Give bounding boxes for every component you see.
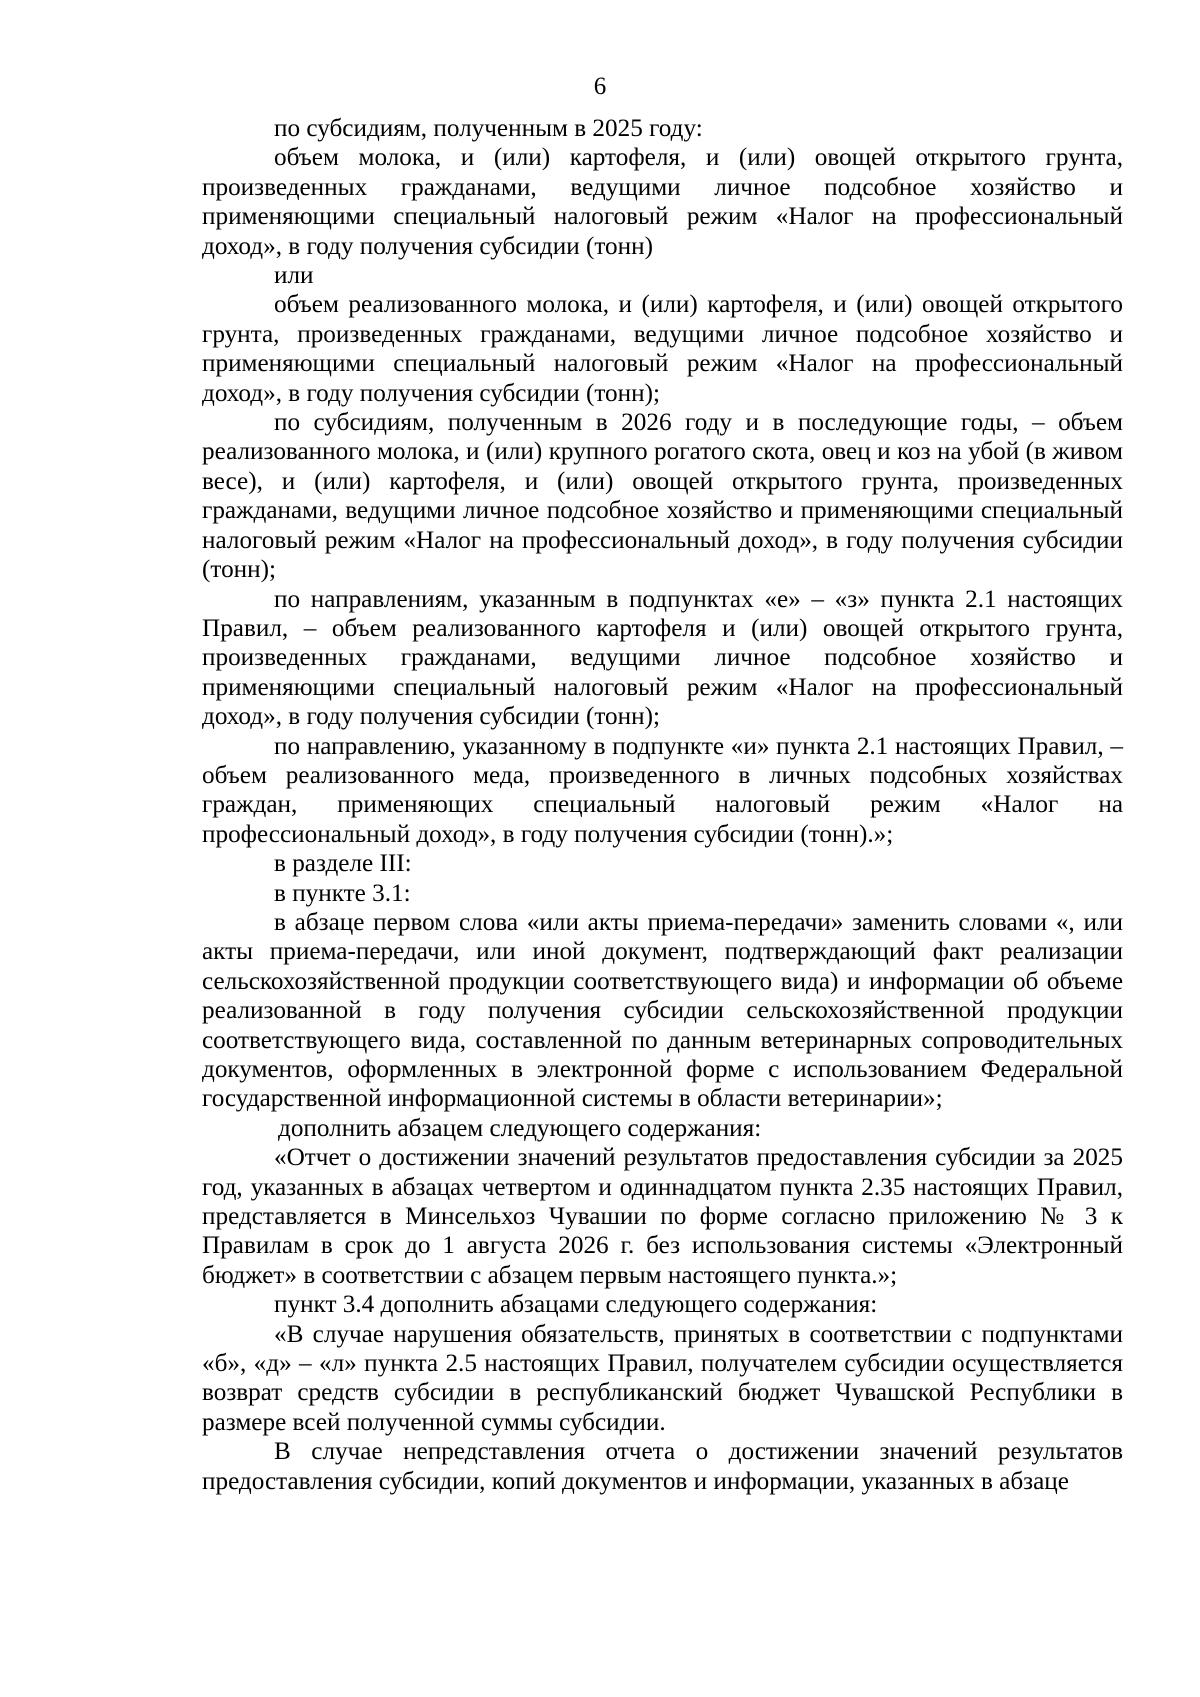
paragraph: или <box>274 262 314 290</box>
page-number: 6 <box>593 73 607 100</box>
paragraph: объем реализованного молока, и (или) картофеля, и (или) овощей открытого грунта, произведенных гражданами, ведущими личное подсобное хозяйство и применяющими специальный налоговый режим «Налог на профессиональный доход», в году получения субсидии (тонн); <box>202 291 1123 407</box>
paragraph: в абзаце первом слова «или акты приема-передачи» заменить словами «, или акты приема-передачи, или иной документ, подтверждающий факт реализации сельскохозяйственной продукции соответствующего вида) и информации об объеме реализованной в году получения субсидии сельскохозяйственной продукции соответствующего вида, составленной по данным ветеринарных сопроводительных документов, оформленных в электронной форме с использованием Федеральной государственной информационной системы в области ветеринарии»; <box>202 908 1123 1113</box>
paragraph: «Отчет о достижении значений результатов предоставления субсидии за 2025 год, указанных в абзацах четвертом и одиннадцатом пункта 2.35 настоящих Правил, представляется в Минсельхоз Чувашии по форме согласно приложению № 3 к Правилам в срок до 1 августа 2026 г. без использования системы «Электронный бюджет» в соответствии с абзацем первым настоящего пункта.»; <box>202 1144 1123 1289</box>
paragraph: по направлению, указанному в подпункте «и» пункта 2.1 настоящих Правил, – объем реализованного меда, произведенного в личных подсобных хозяйствах граждан, применяющих специальный налоговый режим «Налог на профессиональный доход», в году получения субсидии (тонн).»; <box>202 732 1123 848</box>
paragraph: пункт 3.4 дополнить абзацами следующего содержания: <box>274 1291 878 1319</box>
paragraph: объем молока, и (или) картофеля, и (или) овощей открытого грунта, произведенных гражданами, ведущими личное подсобное хозяйство и применяющими специальный налоговый режим «Налог на профессиональный доход», в году получения субсидии (тонн) <box>202 144 1123 260</box>
document-body <box>202 114 1123 1496</box>
paragraph: по субсидиям, полученным в 2026 году и в последующие годы, – объем реализованного молока, и (или) крупного рогатого скота, овец и коз на убой (в живом весе), и (или) картофеля, и (или) овощей открытого грунта, произведенных гражданами, ведущими личное подсобное хозяйство и применяющими специальный налоговый режим «Налог на профессиональный доход», в году получения субсидии (тонн); <box>202 409 1123 584</box>
paragraph: по направлениям, указанным в подпунктах «е» – «з» пункта 2.1 настоящих Правил, – объем реализованного картофеля и (или) овощей открытого грунта, произведенных гражданами, ведущими личное подсобное хозяйство и применяющими специальный налоговый режим «Налог на профессиональный доход», в году получения субсидии (тонн); <box>202 585 1123 731</box>
paragraph: В случае непредставления отчета о достижении значений результатов предоставления субсидии, копий документов и информации, указанных в абзаце <box>202 1438 1123 1495</box>
paragraph: дополнить абзацем следующего содержания: <box>278 1114 762 1142</box>
paragraph: в пункте 3.1: <box>274 879 411 907</box>
paragraph: «В случае нарушения обязательств, принятых в соответствии с подпунктами «б», «д» – «л» пункта 2.5 настоящих Правил, получателем субсидии осуществляется возврат средств субсидии в республиканский бюджет Чувашской Республики в размере всей полученной суммы субсидии. <box>202 1320 1123 1436</box>
paragraph: по субсидиям, полученным в 2025 году: <box>274 115 703 142</box>
paragraph: в разделе III: <box>274 850 412 878</box>
